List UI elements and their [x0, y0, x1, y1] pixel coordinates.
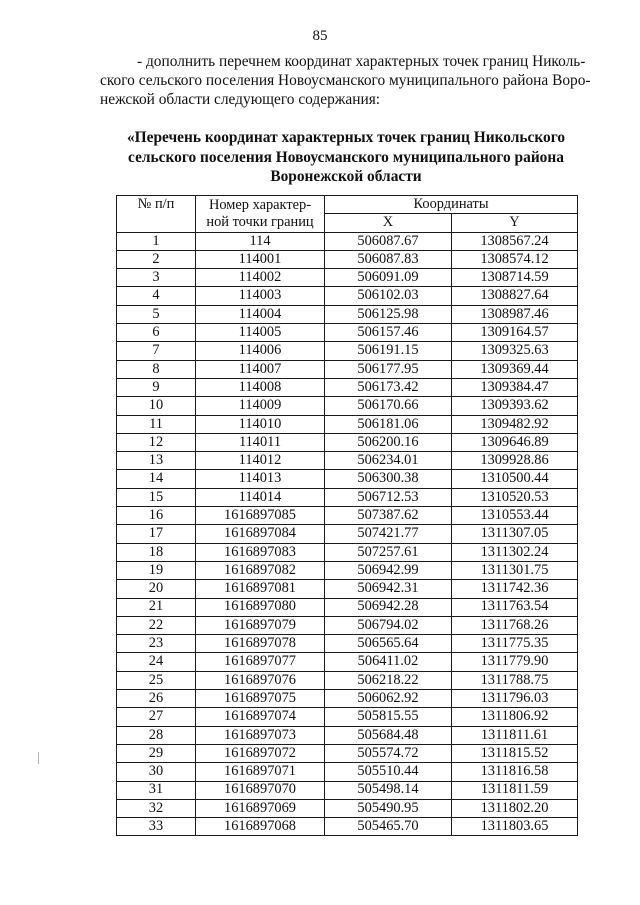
page-number: 85: [312, 28, 328, 44]
cell-num: 10: [117, 397, 196, 415]
cell-x: 506087.67: [325, 232, 452, 250]
cell-point-number: 1616897085: [196, 507, 325, 525]
cell-y: 1311815.52: [452, 744, 578, 762]
cell-y: 1311806.92: [452, 708, 578, 726]
cell-num: 24: [117, 653, 196, 671]
cell-num: 22: [117, 616, 196, 634]
cell-y: 1311307.05: [452, 525, 578, 543]
cell-y: 1309646.89: [452, 433, 578, 451]
cell-point-number: 114014: [196, 488, 325, 506]
header-point-line: ной точки границ: [206, 213, 314, 230]
table-row: [117, 744, 578, 762]
cell-y: 1311302.24: [452, 543, 578, 561]
cell-point-number: 1616897076: [196, 671, 325, 689]
table-row: [117, 287, 578, 305]
cell-x: 506181.06: [325, 415, 452, 433]
cell-y: 1309928.86: [452, 452, 578, 470]
header-coordinates: Координаты: [325, 196, 578, 214]
cell-y: 1311811.59: [452, 781, 578, 799]
cell-y: 1309325.63: [452, 342, 578, 360]
table-row: [117, 543, 578, 561]
cell-y: 1311775.35: [452, 635, 578, 653]
cell-y: 1311763.54: [452, 598, 578, 616]
table-row: [117, 342, 578, 360]
cell-x: 505498.14: [325, 781, 452, 799]
cell-point-number: 1616897075: [196, 690, 325, 708]
cell-num: 13: [117, 452, 196, 470]
cell-num: 4: [117, 287, 196, 305]
cell-x: 506157.46: [325, 324, 452, 342]
cell-y: 1308574.12: [452, 250, 578, 268]
header-point-line: Номер характер-: [208, 196, 312, 213]
cell-x: 507421.77: [325, 525, 452, 543]
cell-num: 27: [117, 708, 196, 726]
table-row: [117, 397, 578, 415]
table-row: [117, 818, 578, 836]
cell-x: 505490.95: [325, 799, 452, 817]
cell-num: 28: [117, 726, 196, 744]
cell-num: 23: [117, 635, 196, 653]
cell-x: 506712.53: [325, 488, 452, 506]
cell-x: 505510.44: [325, 763, 452, 781]
cell-x: 506191.15: [325, 342, 452, 360]
cell-num: 6: [117, 324, 196, 342]
cell-num: 29: [117, 744, 196, 762]
cell-point-number: 1616897081: [196, 580, 325, 598]
cell-x: 506170.66: [325, 397, 452, 415]
cell-x: 506102.03: [325, 287, 452, 305]
cell-x: 506942.28: [325, 598, 452, 616]
table-row: [117, 324, 578, 342]
table-header: [117, 196, 578, 233]
cell-y: 1309482.92: [452, 415, 578, 433]
cell-num: 8: [117, 360, 196, 378]
cell-y: 1310500.44: [452, 470, 578, 488]
cell-point-number: 1616897070: [196, 781, 325, 799]
cell-point-number: 114004: [196, 305, 325, 323]
heading-line: Воронежской области: [270, 168, 422, 185]
cell-num: 31: [117, 781, 196, 799]
table-row: [117, 360, 578, 378]
cell-y: 1309164.57: [452, 324, 578, 342]
table-row: [117, 470, 578, 488]
table-row: [117, 250, 578, 268]
cell-num: 11: [117, 415, 196, 433]
table-row: [117, 635, 578, 653]
table-row: [117, 708, 578, 726]
table-row: [117, 378, 578, 396]
table-row: [117, 690, 578, 708]
coordinates-table: [116, 195, 578, 836]
cell-point-number: 114011: [196, 433, 325, 451]
table-row: [117, 598, 578, 616]
table-row: [117, 580, 578, 598]
cell-y: 1311816.58: [452, 763, 578, 781]
cell-num: 3: [117, 269, 196, 287]
cell-point-number: 1616897074: [196, 708, 325, 726]
cell-num: 7: [117, 342, 196, 360]
table-row: [117, 525, 578, 543]
table-row: [117, 561, 578, 579]
cell-num: 15: [117, 488, 196, 506]
cell-y: 1308987.46: [452, 305, 578, 323]
cell-x: 505465.70: [325, 818, 452, 836]
header-num: № п/п: [117, 196, 196, 233]
cell-x: 506942.99: [325, 561, 452, 579]
cell-num: 1: [117, 232, 196, 250]
cell-y: 1310520.53: [452, 488, 578, 506]
cell-y: 1311779.90: [452, 653, 578, 671]
cell-point-number: 114002: [196, 269, 325, 287]
table-row: [117, 763, 578, 781]
table-row: [117, 305, 578, 323]
cell-y: 1311796.03: [452, 690, 578, 708]
cell-num: 17: [117, 525, 196, 543]
table-row: [117, 415, 578, 433]
cell-y: 1311788.75: [452, 671, 578, 689]
cell-x: 506218.22: [325, 671, 452, 689]
cell-point-number: 1616897068: [196, 818, 325, 836]
cell-point-number: 114010: [196, 415, 325, 433]
cell-y: 1311301.75: [452, 561, 578, 579]
cell-x: 506087.83: [325, 250, 452, 268]
table-row: [117, 653, 578, 671]
cell-num: 18: [117, 543, 196, 561]
cell-point-number: 114012: [196, 452, 325, 470]
cell-point-number: 114006: [196, 342, 325, 360]
cell-num: 32: [117, 799, 196, 817]
heading-line: «Перечень координат характерных точек границ Никольского: [126, 129, 566, 146]
cell-y: 1310553.44: [452, 507, 578, 525]
cell-x: 506062.92: [325, 690, 452, 708]
header-row: [117, 196, 578, 214]
table-row: [117, 433, 578, 451]
table-row: [117, 507, 578, 525]
cell-point-number: 114: [196, 232, 325, 250]
cell-num: 16: [117, 507, 196, 525]
cell-num: 30: [117, 763, 196, 781]
cell-x: 506794.02: [325, 616, 452, 634]
cell-y: 1311768.26: [452, 616, 578, 634]
cell-point-number: 114007: [196, 360, 325, 378]
cell-num: 20: [117, 580, 196, 598]
cell-num: 19: [117, 561, 196, 579]
cell-y: 1308567.24: [452, 232, 578, 250]
cell-point-number: 114001: [196, 250, 325, 268]
cell-point-number: 1616897072: [196, 744, 325, 762]
cell-y: 1308714.59: [452, 269, 578, 287]
cell-x: 506173.42: [325, 378, 452, 396]
cell-num: 12: [117, 433, 196, 451]
cell-x: 506411.02: [325, 653, 452, 671]
intro-line: ского сельского поселения Новоусманского муниципального района Воро-: [100, 72, 591, 89]
table-row: [117, 232, 578, 250]
cell-y: 1309393.62: [452, 397, 578, 415]
cell-x: 506091.09: [325, 269, 452, 287]
cell-point-number: 1616897083: [196, 543, 325, 561]
cell-y: 1311742.36: [452, 580, 578, 598]
table-heading: [100, 128, 592, 187]
heading-line: сельского поселения Новоусманского муниципального района: [128, 148, 564, 166]
cell-point-number: 1616897077: [196, 653, 325, 671]
cell-num: 25: [117, 671, 196, 689]
cell-point-number: 1616897073: [196, 726, 325, 744]
cell-x: 506125.98: [325, 305, 452, 323]
cell-num: 9: [117, 378, 196, 396]
cell-point-number: 1616897069: [196, 799, 325, 817]
cell-point-number: 1616897080: [196, 598, 325, 616]
table-row: [117, 488, 578, 506]
cell-x: 507257.61: [325, 543, 452, 561]
cell-y: 1308827.64: [452, 287, 578, 305]
table-row: [117, 269, 578, 287]
cell-x: 506177.95: [325, 360, 452, 378]
cell-x: 507387.62: [325, 507, 452, 525]
cell-num: 21: [117, 598, 196, 616]
cell-point-number: 1616897079: [196, 616, 325, 634]
cell-x: 505684.48: [325, 726, 452, 744]
cell-y: 1311802.20: [452, 799, 578, 817]
cell-x: 506565.64: [325, 635, 452, 653]
cell-point-number: 114005: [196, 324, 325, 342]
cell-point-number: 114009: [196, 397, 325, 415]
cell-point-number: 114003: [196, 287, 325, 305]
intro-paragraph: [100, 52, 592, 109]
intro-line: нежской области следующего содержания:: [100, 91, 381, 108]
table-row: [117, 726, 578, 744]
cell-x: 505574.72: [325, 744, 452, 762]
table-row: [117, 781, 578, 799]
cell-point-number: 1616897078: [196, 635, 325, 653]
cell-num: 33: [117, 818, 196, 836]
table-row: [117, 616, 578, 634]
table-row: [117, 452, 578, 470]
cell-x: 506942.31: [325, 580, 452, 598]
cell-point-number: 1616897071: [196, 763, 325, 781]
cell-num: 2: [117, 250, 196, 268]
cell-num: 14: [117, 470, 196, 488]
cell-x: 506234.01: [325, 452, 452, 470]
intro-line: - дополнить перечнем координат характерных точек границ Николь-: [137, 53, 586, 70]
header-point: [196, 196, 325, 233]
cell-y: 1309384.47: [452, 378, 578, 396]
cell-x: 505815.55: [325, 708, 452, 726]
cell-num: 26: [117, 690, 196, 708]
cell-x: 506300.38: [325, 470, 452, 488]
cell-y: 1309369.44: [452, 360, 578, 378]
cell-y: 1311803.65: [452, 818, 578, 836]
margin-mark: [38, 752, 39, 764]
table-body: [117, 232, 578, 836]
cell-num: 5: [117, 305, 196, 323]
table-row: [117, 799, 578, 817]
cell-x: 506200.16: [325, 433, 452, 451]
header-y: Y: [452, 214, 578, 232]
cell-point-number: 1616897084: [196, 525, 325, 543]
cell-point-number: 114013: [196, 470, 325, 488]
cell-point-number: 114008: [196, 378, 325, 396]
cell-point-number: 1616897082: [196, 561, 325, 579]
header-x: X: [325, 214, 452, 232]
table-row: [117, 671, 578, 689]
cell-y: 1311811.61: [452, 726, 578, 744]
